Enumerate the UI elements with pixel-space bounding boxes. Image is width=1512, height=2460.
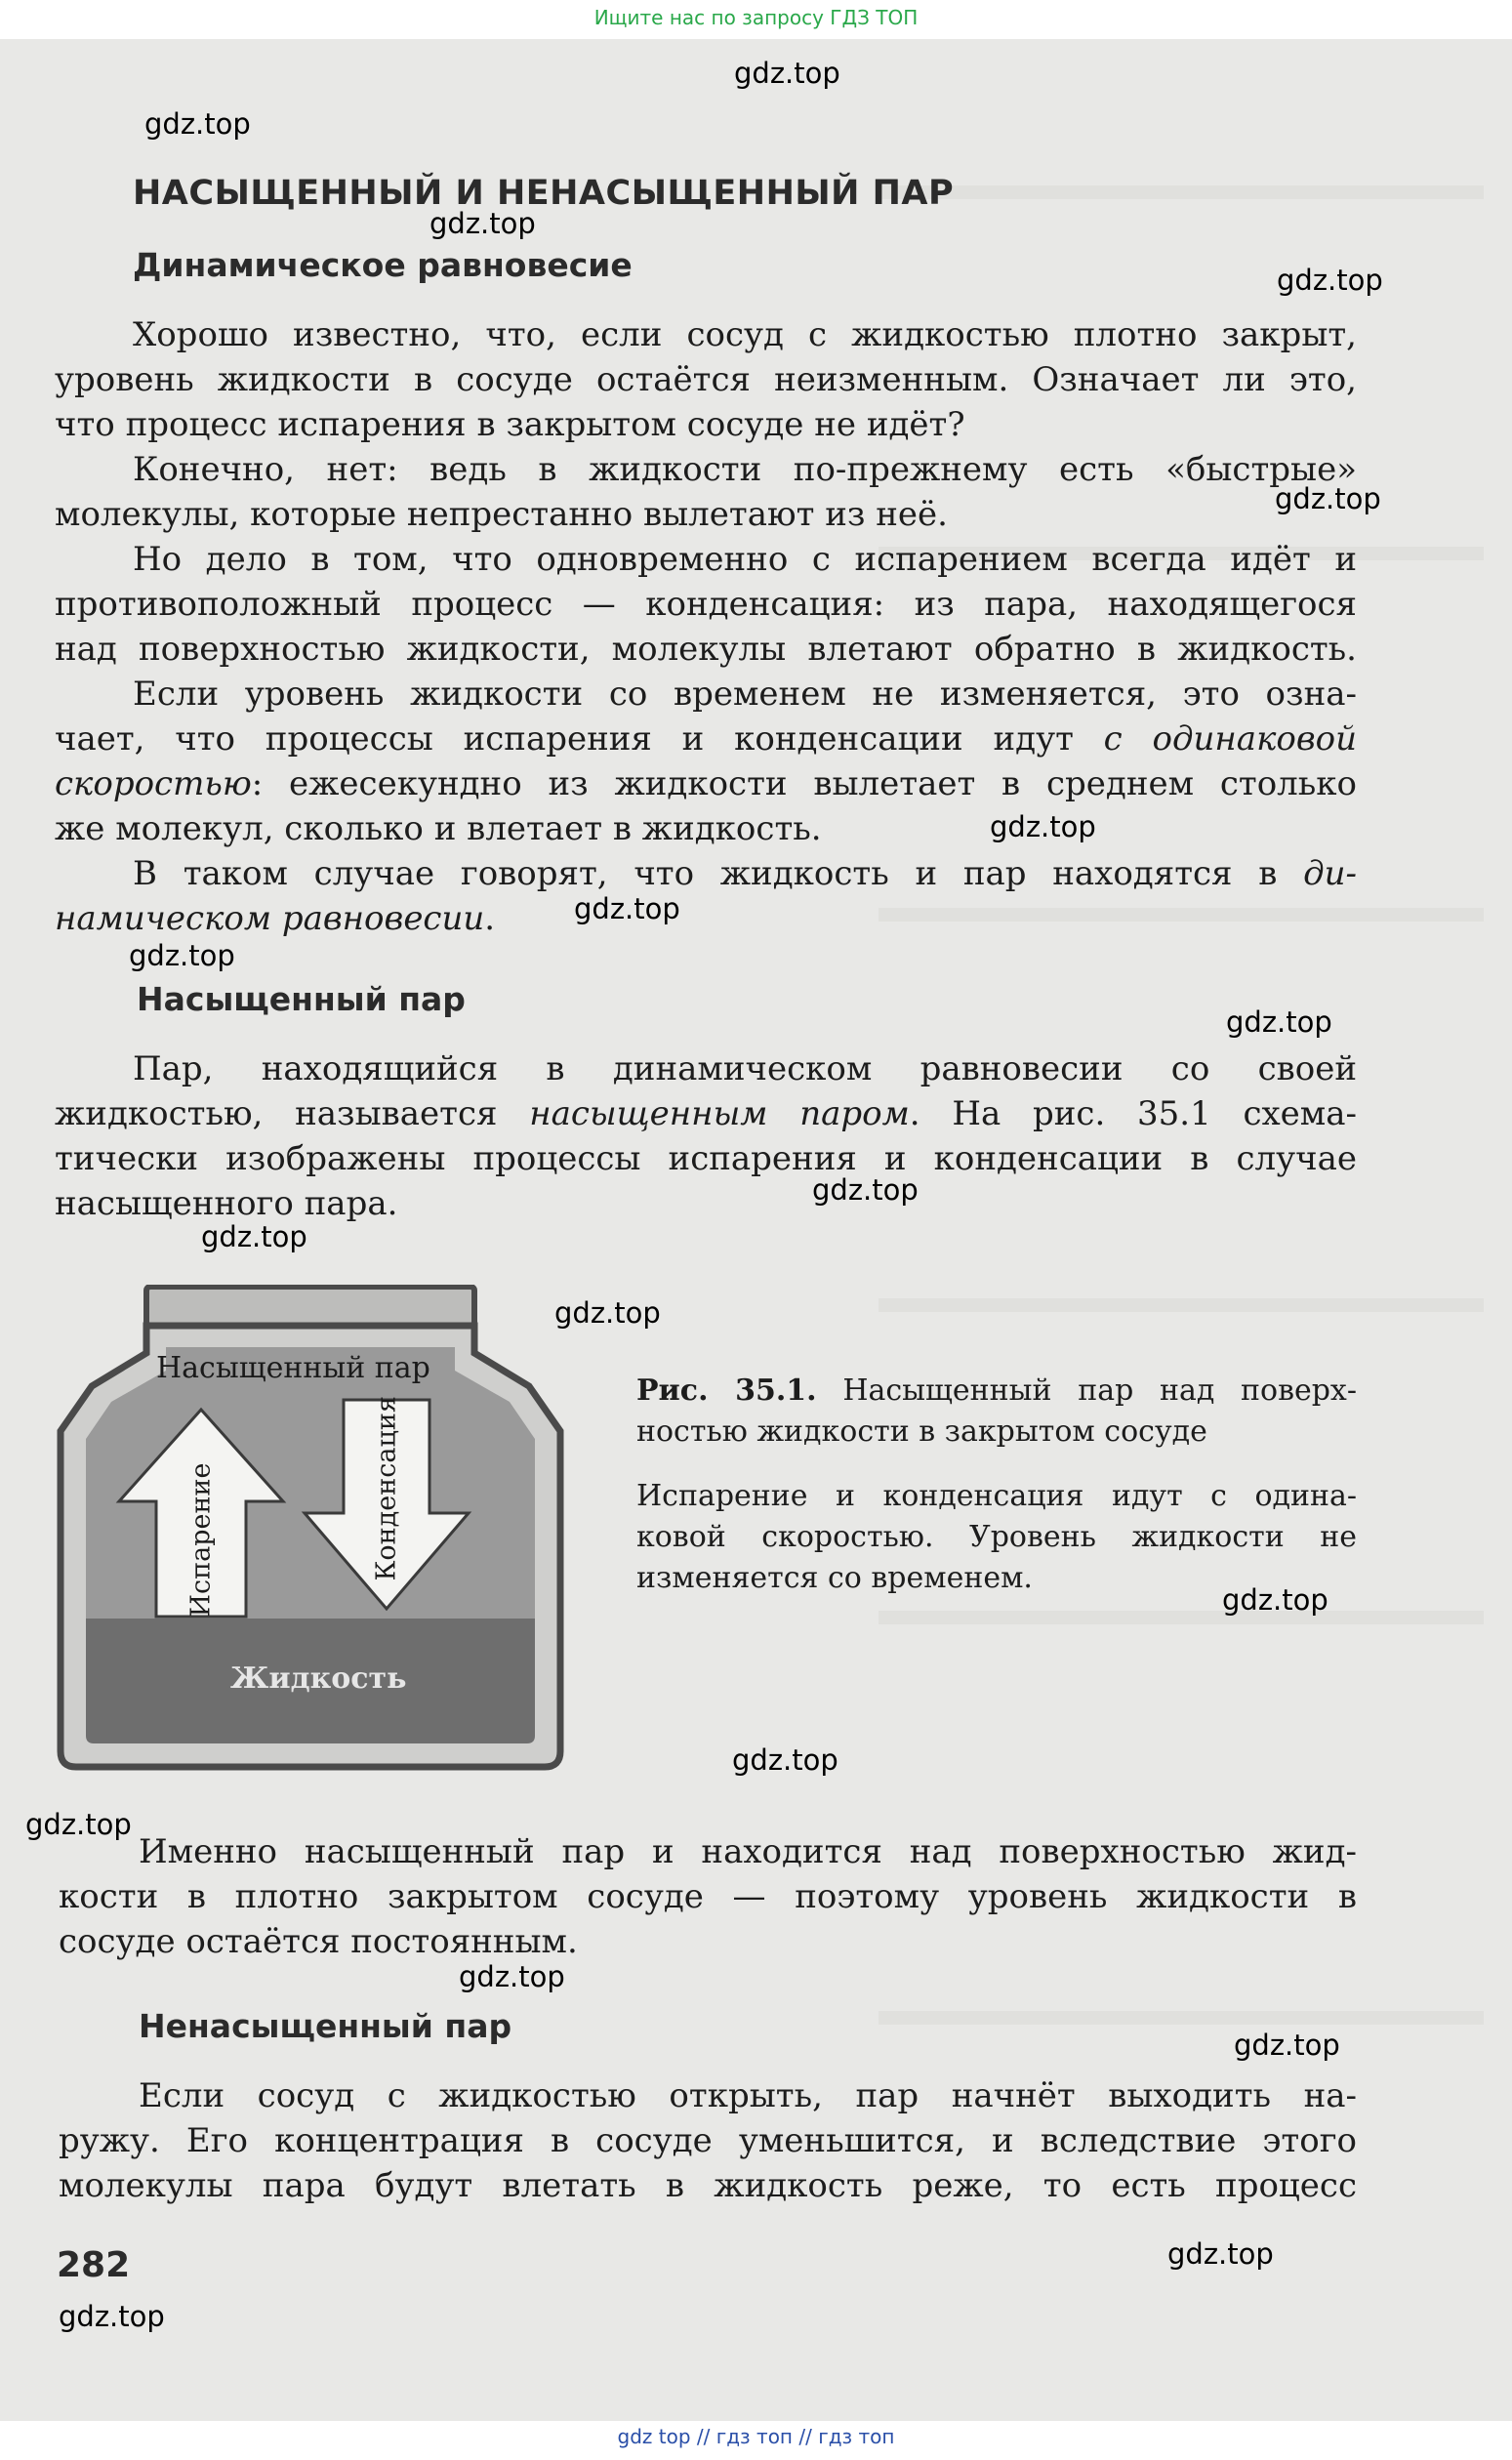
watermark: gdz.top — [574, 892, 680, 925]
text-line: ружу. Его концентрация в сосуде уменьшится, и вследствие этого — [59, 2121, 1357, 2160]
watermark: gdz.top — [129, 939, 235, 972]
text-segment: . На рис. 35.1 схема- — [909, 1094, 1358, 1133]
text-line: сосуде остаётся постоянным. — [59, 1922, 578, 1961]
text-line — [55, 1091, 1357, 1136]
text-segment: В таком случае говорят, что жидкость и пар находятся в — [133, 854, 1278, 893]
text-line: Если сосуд с жидкостью открыть, пар начнёт выходить на- — [139, 2076, 1357, 2115]
watermark: gdz.top — [1167, 2237, 1274, 2271]
bleed-through — [879, 1298, 1484, 1312]
section-title: Насыщенный пар — [137, 980, 466, 1018]
watermark: gdz.top — [144, 107, 251, 141]
text-line: тически изображены процессы испарения и конденсации в случае — [55, 1139, 1357, 1178]
watermark: gdz.top — [459, 1960, 565, 1993]
text-segment: . — [484, 899, 496, 938]
text-line — [55, 717, 1357, 761]
text-line: кости в плотно закрытом сосуде — поэтому уровень жидкости в — [59, 1877, 1357, 1916]
figure-caption — [636, 1371, 1357, 1412]
jar-lid — [146, 1287, 474, 1326]
section-title: Ненасыщенный пар — [139, 2007, 512, 2045]
section-title: Динамическое равновесие — [133, 246, 633, 284]
text-segment: жидкостью, называется — [55, 1094, 498, 1133]
text-line: Но дело в том, что одновременно с испарением всегда идёт и — [133, 540, 1357, 579]
watermark: gdz.top — [201, 1220, 307, 1253]
watermark: gdz.top — [1234, 2029, 1340, 2062]
figure-note: Испарение и конденсация идут с одина- — [636, 1479, 1357, 1513]
text-line: что процесс испарения в закрытом сосуде не идёт? — [55, 405, 965, 444]
figure-note: изменяется со временем. — [636, 1561, 1033, 1595]
italic-term: с одинаковой — [1103, 719, 1357, 758]
text-line: Именно насыщенный пар и находится над поверхностью жид- — [139, 1832, 1357, 1871]
jar-diagram — [55, 1285, 566, 1773]
condensation-label: Конденсация — [371, 1396, 402, 1581]
watermark: gdz.top — [59, 2300, 165, 2333]
text-line: насыщенного пара. — [55, 1184, 398, 1223]
page-number: 282 — [57, 2245, 131, 2285]
text-line — [55, 761, 1357, 806]
watermark: gdz.top — [25, 1808, 132, 1841]
watermark: gdz.top — [429, 207, 536, 240]
text-line: молекулы, которые непрестанно вылетают из неё. — [55, 495, 948, 534]
watermark: gdz.top — [1275, 482, 1381, 515]
bottom-banner[interactable]: gdz top // гдз топ // гдз топ — [617, 2425, 895, 2448]
watermark: gdz.top — [812, 1173, 919, 1207]
text-line: уровень жидкости в сосуде остаётся неизменным. Означает ли это, — [55, 360, 1357, 399]
watermark: gdz.top — [732, 1743, 838, 1777]
italic-term: насыщенным паром — [529, 1094, 910, 1133]
text-line: Конечно, нет: ведь в жидкости по-прежнему есть «быстрые» — [133, 450, 1357, 489]
top-banner[interactable]: Ищите нас по запросу ГДЗ ТОП — [593, 6, 919, 29]
text-line — [133, 851, 1357, 896]
text-line: Пар, находящийся в динамическом равновесии со своей — [133, 1049, 1357, 1088]
liquid-label: Жидкость — [230, 1661, 407, 1696]
evaporation-label: Испарение — [185, 1462, 217, 1618]
italic-term: ди- — [1303, 854, 1357, 893]
text-line: противоположный процесс — конденсация: из пара, находящегося — [55, 585, 1357, 624]
figure-caption: ностью жидкости в закрытом сосуде — [636, 1414, 1207, 1449]
bleed-through — [879, 185, 1484, 199]
italic-term: скоростью — [55, 764, 252, 803]
watermark: gdz.top — [1222, 1583, 1328, 1617]
watermark: gdz.top — [554, 1296, 661, 1330]
italic-term: намическом равновесии — [55, 899, 485, 938]
figure-number: Рис. 35.1. — [636, 1374, 817, 1408]
watermark: gdz.top — [734, 57, 840, 90]
bleed-through — [879, 2011, 1484, 2025]
text-line: же молекул, сколько и влетает в жидкость. — [55, 809, 822, 848]
page-heading: НАСЫЩЕННЫЙ И НЕНАСЫЩЕННЫЙ ПАР — [133, 174, 955, 213]
text-line: Если уровень жидкости со временем не изменяется, это озна- — [133, 675, 1357, 714]
text-segment: : ежесекундно из жидкости вылетает в среднем столько — [251, 764, 1357, 803]
vapor-label: Насыщенный пар — [156, 1351, 430, 1385]
watermark: gdz.top — [1277, 264, 1383, 297]
text-line: молекулы пара будут влетать в жидкость реже, то есть процесс — [59, 2166, 1357, 2205]
caption-text: Насыщенный пар над поверх- — [842, 1374, 1357, 1408]
text-line: Хорошо известно, что, если сосуд с жидкостью плотно закрыт, — [133, 315, 1357, 354]
figure-note: ковой скоростью. Уровень жидкости не — [636, 1520, 1357, 1554]
watermark: gdz.top — [1226, 1005, 1332, 1039]
watermark: gdz.top — [990, 810, 1096, 843]
bleed-through — [879, 1611, 1484, 1624]
text-segment: чает, что процессы испарения и конденсации идут — [55, 719, 1074, 758]
text-line — [55, 896, 1357, 941]
text-line: над поверхностью жидкости, молекулы влетают обратно в жидкость. — [55, 630, 1357, 669]
